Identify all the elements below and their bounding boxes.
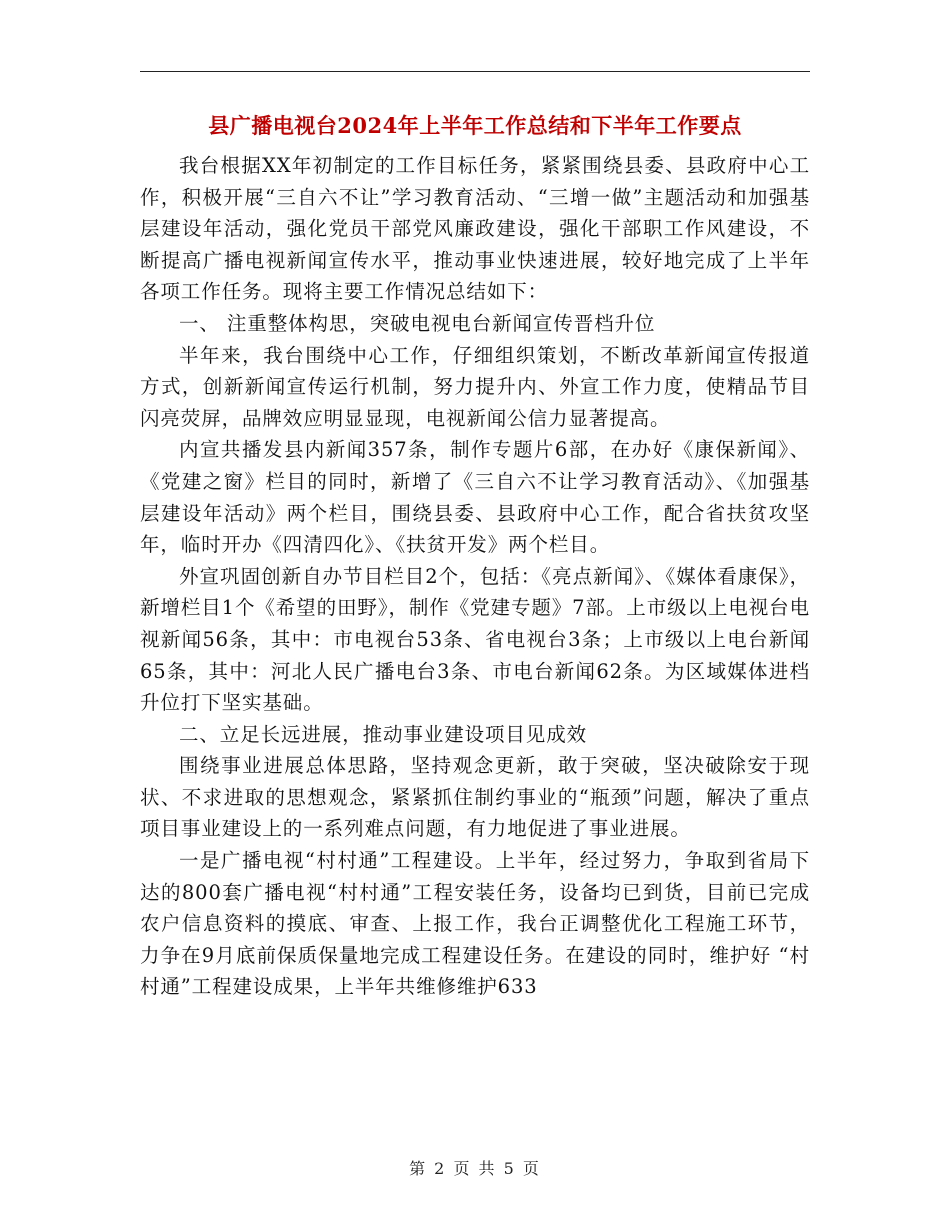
body-paragraph: 外宣巩固创新自办节目栏目2个，包括：《亮点新闻》、《媒体看康保》，新增栏目1个《希望的田野》，制作《党建专题》7部。上市级以上电视台电视新闻56条，其中：市电视台53条、省电视台3条；上市级以上电台新闻65条，其中：河北人民广播电台3条、市电台新闻62条。为区域媒体进档升位打下坚实基础。 [140, 564, 810, 715]
section-heading-2: 二、立足长远进展，推动事业建设项目见成效 [179, 722, 588, 746]
section-heading-1: 一、 注重整体构思，突破电视电台新闻宣传晋档升位 [179, 311, 656, 335]
document-body [140, 150, 810, 1003]
body-paragraph: 半年来，我台围绕中心工作，仔细组织策划，不断改革新闻宣传报道方式，创新新闻宣传运行机制，努力提升内、外宣工作力度，使精品节目闪亮荧屏，品牌效应明显显现，电视新闻公信力显著提高。 [140, 343, 810, 430]
header-rule [140, 71, 810, 72]
body-paragraph: 内宣共播发县内新闻357条，制作专题片6部，在办好《康保新闻》、《党建之窗》栏目的同时，新增了《三自六不让学习教育活动》、《加强基层建设年活动》两个栏目，围绕县委、县政府中心工作，配合省扶贫攻坚年，临时开办《四清四化》、《扶贫开发》两个栏目。 [140, 438, 810, 557]
document-title: 县广播电视台2024年上半年工作总结和下半年工作要点 [208, 113, 742, 138]
page-number-footer: 第 2 页 共 5 页 [409, 1159, 541, 1178]
body-paragraph: 围绕事业进展总体思路，坚持观念更新，敢于突破，坚决破除安于现状、不求进取的思想观念，紧紧抓住制约事业的“瓶颈”问题，解决了重点项目事业建设上的一系列难点问题，有力地促进了事业进展。 [140, 754, 810, 841]
body-paragraph: 一是广播电视“村村通”工程建设。上半年，经过努力，争取到省局下达的800套广播电视“村村通”工程安装任务，设备均已到货，目前已完成农户信息资料的摸底、审查、上报工作，我台正调整优化工程施工环节，力争在9月底前保质保量地完成工程建设任务。在建设的同时，维护好 “村村通”工程建设成果，上半年共维修维护633 [140, 849, 810, 999]
intro-paragraph: 我台根据XX年初制定的工作目标任务，紧紧围绕县委、县政府中心工作，积极开展“三自六不让”学习教育活动、“三增一做”主题活动和加强基层建设年活动，强化党员干部党风廉政建设，强化干部职工作风建设，不断提高广播电视新闻宣传水平，推动事业快速进展，较好地完成了上半年各项工作任务。现将主要工作情况总结如下： [140, 154, 810, 304]
